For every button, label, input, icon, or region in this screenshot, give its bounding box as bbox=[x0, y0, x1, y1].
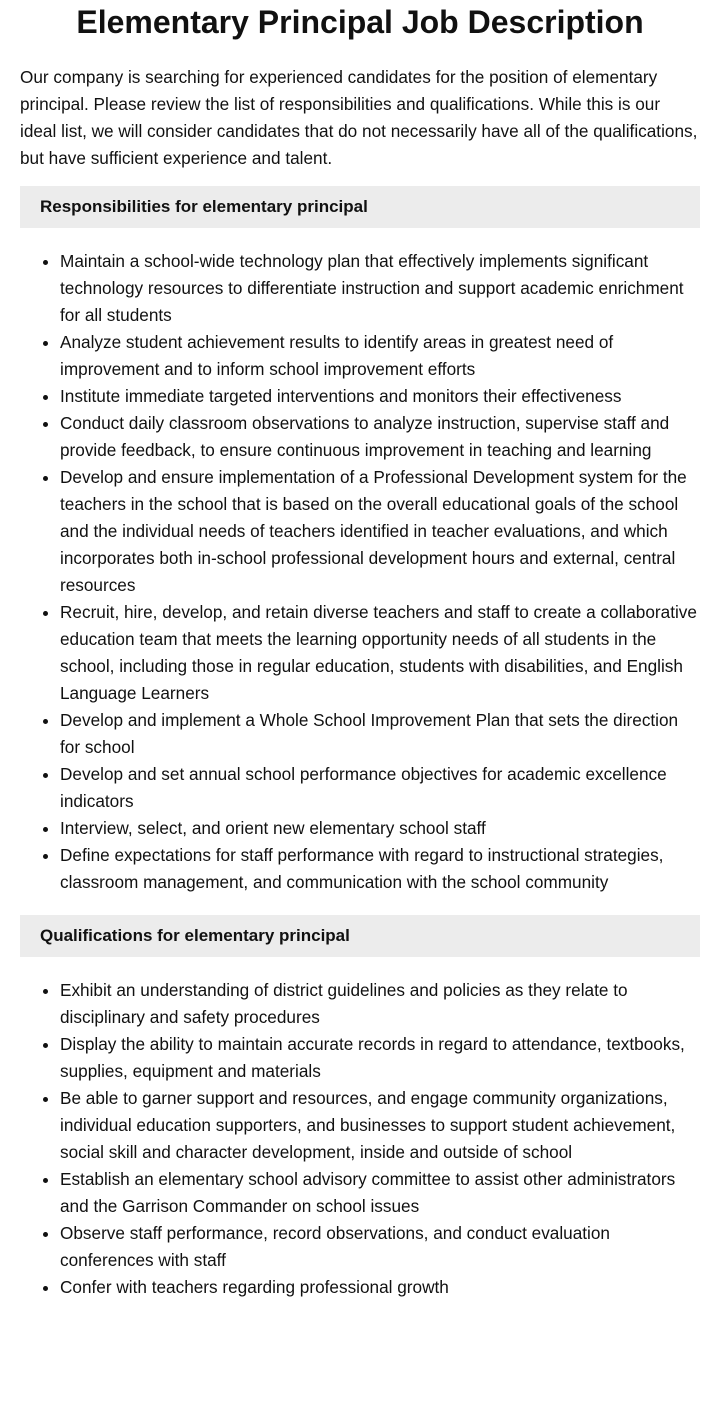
list-item: • Maintain a school-wide technology plan that effectively implements significant technology resources to differentiate instruction and support academic enrichment for all students bbox=[60, 248, 700, 329]
list-item: • Develop and ensure implementation of a Professional Development system for the teachers in the school that is based on the overall educational goals of the school and the individual needs of teachers identified in teacher evaluations, and which incorporates both in-school professional development hours and external, central resources bbox=[60, 464, 700, 599]
page-title: Elementary Principal Job Description bbox=[76, 4, 644, 40]
qualifications-list bbox=[20, 977, 700, 1301]
list-item: • Institute immediate targeted interventions and monitors their effectiveness bbox=[60, 383, 700, 410]
list-item: • Confer with teachers regarding professional growth bbox=[60, 1274, 700, 1301]
responsibilities-heading: Responsibilities for elementary principal bbox=[20, 186, 700, 228]
list-item: • Define expectations for staff performance with regard to instructional strategies, classroom management, and communication with the school community bbox=[60, 842, 700, 896]
list-item: • Conduct daily classroom observations to analyze instruction, supervise staff and provide feedback, to ensure continuous improvement in teaching and learning bbox=[60, 410, 700, 464]
list-item: • Display the ability to maintain accurate records in regard to attendance, textbooks, supplies, equipment and materials bbox=[60, 1031, 700, 1085]
intro-paragraph: Our company is searching for experienced candidates for the position of elementary principal. Please review the list of responsibilities and qualifications. While this is our ideal list, we will consider candidates that do not necessarily have all of the qualifications, but have sufficient experience and talent. bbox=[20, 67, 698, 168]
list-item: • Interview, select, and orient new elementary school staff bbox=[60, 815, 700, 842]
list-item: • Develop and set annual school performance objectives for academic excellence indicators bbox=[60, 761, 700, 815]
responsibilities-list bbox=[20, 248, 700, 896]
list-item: • Observe staff performance, record observations, and conduct evaluation conferences with staff bbox=[60, 1220, 700, 1274]
list-item: • Exhibit an understanding of district guidelines and policies as they relate to disciplinary and safety procedures bbox=[60, 977, 700, 1031]
qualifications-heading: Qualifications for elementary principal bbox=[20, 915, 700, 957]
list-item: • Be able to garner support and resources, and engage community organizations, individual education supporters, and businesses to support student achievement, social skill and character development, inside and outside of school bbox=[60, 1085, 700, 1166]
list-item: • Analyze student achievement results to identify areas in greatest need of improvement and to inform school improvement efforts bbox=[60, 329, 700, 383]
list-item: • Develop and implement a Whole School Improvement Plan that sets the direction for school bbox=[60, 707, 700, 761]
list-item: • Recruit, hire, develop, and retain diverse teachers and staff to create a collaborative education team that meets the learning opportunity needs of all students in the school, including those in regular education, students with disabilities, and English Language Learners bbox=[60, 599, 700, 707]
list-item: • Establish an elementary school advisory committee to assist other administrators and the Garrison Commander on school issues bbox=[60, 1166, 700, 1220]
